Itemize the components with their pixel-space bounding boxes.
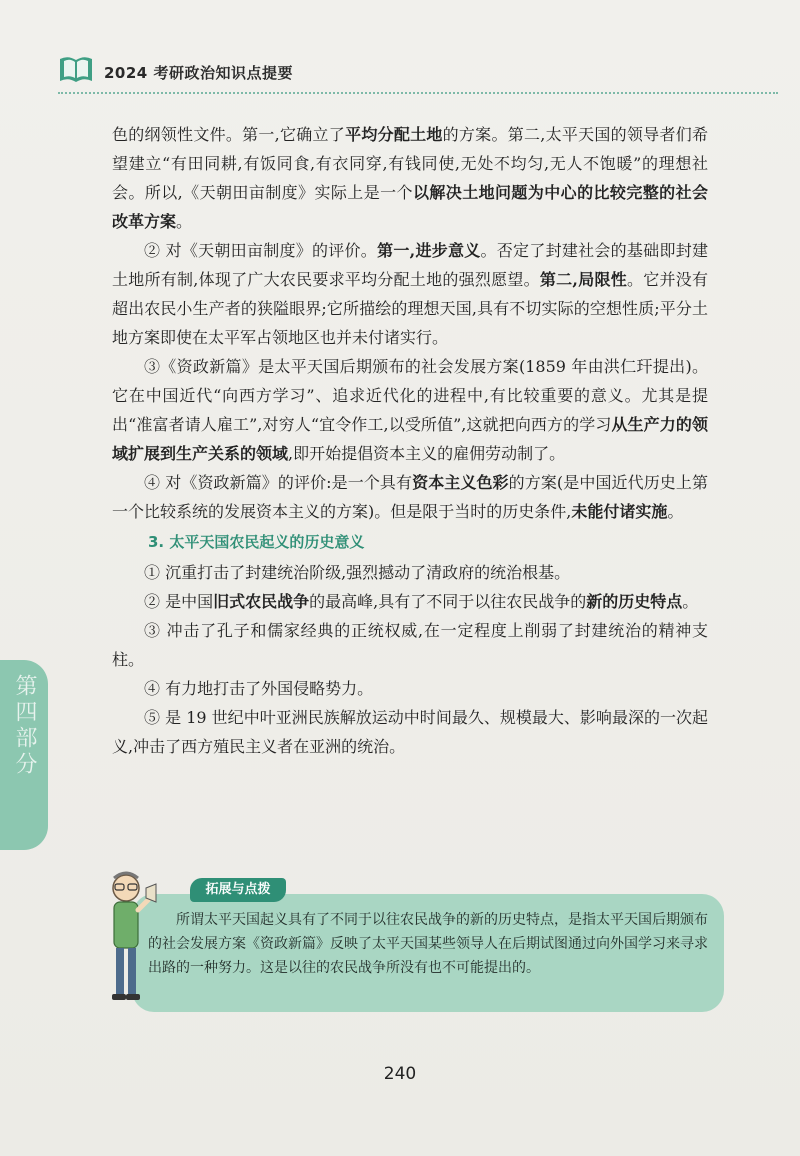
paragraph-tianchao-summary xyxy=(112,120,708,236)
body-text: ① 沉重打击了封建统治阶级,强烈撼动了清政府的统治根基。 xyxy=(144,563,571,582)
body-text: 的方案(是中国近代历史上第一个比较系统的发展资本主义的方案)。但是限于当时的历史条件, xyxy=(112,473,708,521)
body-text: ② 是中国 xyxy=(144,592,214,611)
paragraph-zizheng-evaluation xyxy=(112,468,708,526)
body-text: ④ 对《资政新篇》的评价:是一个具有 xyxy=(144,473,413,492)
emphasis-text: 从生产力的领域扩展到生产关系的领域 xyxy=(112,415,708,463)
significance-item-4 xyxy=(112,674,708,703)
emphasis-text: 新的历史特点 xyxy=(586,592,683,611)
emphasis-text: 旧式农民战争 xyxy=(213,592,310,611)
body-text: 。否定了封建社会的基础即封建土地所有制,体现了广大农民要求平均分配土地的强烈愿望。 xyxy=(112,241,708,289)
body-text: ⑤ 是 19 世纪中叶亚洲民族解放运动中时间最久、规模最大、影响最深的一次起义,冲击了西方殖民主义者在亚洲的统治。 xyxy=(112,708,708,756)
emphasis-text: 平均分配土地 xyxy=(345,125,443,144)
page-number: 240 xyxy=(383,1064,417,1084)
open-book-icon xyxy=(58,54,94,84)
main-text xyxy=(112,120,708,761)
emphasis-text: 未能付诸实施 xyxy=(571,502,668,521)
body-text: ③ 冲击了孔子和儒家经典的正统权威,在一定程度上削弱了封建统治的精神支柱。 xyxy=(112,621,708,669)
significance-item-5 xyxy=(112,703,708,761)
body-text: 色的纲领性文件。第一,它确立了 xyxy=(112,125,346,144)
paragraph-tianchao-evaluation xyxy=(112,236,708,352)
body-text: ,即开始提倡资本主义的雇佣劳动制了。 xyxy=(288,444,566,463)
body-text: ③《资政新篇》是太平天国后期颁布的社会发展方案(1859 年由洪仁玕提出)。它在中国近代“向西方学习”、追求近代化的进程中,有比较重要的意义。尤其是提出“准富者请人雇工”,对穷人“宜令作工,以受所值”,这就把向西方的学习 xyxy=(112,357,708,434)
body-text: 的最高峰,具有了不同于以往农民战争的 xyxy=(309,592,587,611)
page-header xyxy=(58,50,778,90)
body-text: ④ 有力地打击了外国侵略势力。 xyxy=(144,679,374,698)
significance-item-3 xyxy=(112,616,708,674)
body-text: 的方案。第二,太平天国的领导者们希望建立“有田同耕,有饭同食,有衣同穿,有钱同使,无处不均匀,无人不饱暖”的理想社会。所以,《天朝田亩制度》实际上是一个 xyxy=(112,125,708,202)
emphasis-text: 第二,局限性 xyxy=(539,270,627,289)
tip-text: 所谓太平天国起义具有了不同于以往农民战争的新的历史特点，是指太平天国后期颁布的社会发展方案《资政新篇》反映了太平天国某些领导人在后期试图通过向外国学习来寻求出路的一种努力。这是以往的农民战争所没有也不可能提出的。 xyxy=(148,912,708,976)
emphasis-text: 以解决土地问题为中心的比较完整的社会改革方案 xyxy=(112,183,708,231)
emphasis-text: 资本主义色彩 xyxy=(412,473,509,492)
emphasis-text: 第一,进步意义 xyxy=(377,241,481,260)
paragraph-zizheng-xinpian xyxy=(112,352,708,468)
section-heading: 3. 太平天国农民起义的历史意义 xyxy=(148,533,365,551)
body-text: 。 xyxy=(176,212,193,231)
significance-item-1 xyxy=(112,558,708,587)
body-text: 。它并没有超出农民小生产者的狭隘眼界;它所描绘的理想天国,具有不切实际的空想性质;平分土地方案即使在太平军占领地区也并未付诸实行。 xyxy=(112,270,708,347)
tip-badge: 拓展与点拨 xyxy=(190,878,286,902)
book-title: 2024 考研政治知识点提要 xyxy=(104,64,293,82)
header-divider xyxy=(58,92,778,94)
body-text: 。 xyxy=(682,592,699,611)
significance-item-2 xyxy=(112,587,708,616)
body-text: ② 对《天朝田亩制度》的评价。 xyxy=(144,241,378,260)
part-side-tab xyxy=(0,660,48,850)
body-text: 。 xyxy=(667,502,684,521)
part-label: 第四部分 xyxy=(12,674,37,778)
